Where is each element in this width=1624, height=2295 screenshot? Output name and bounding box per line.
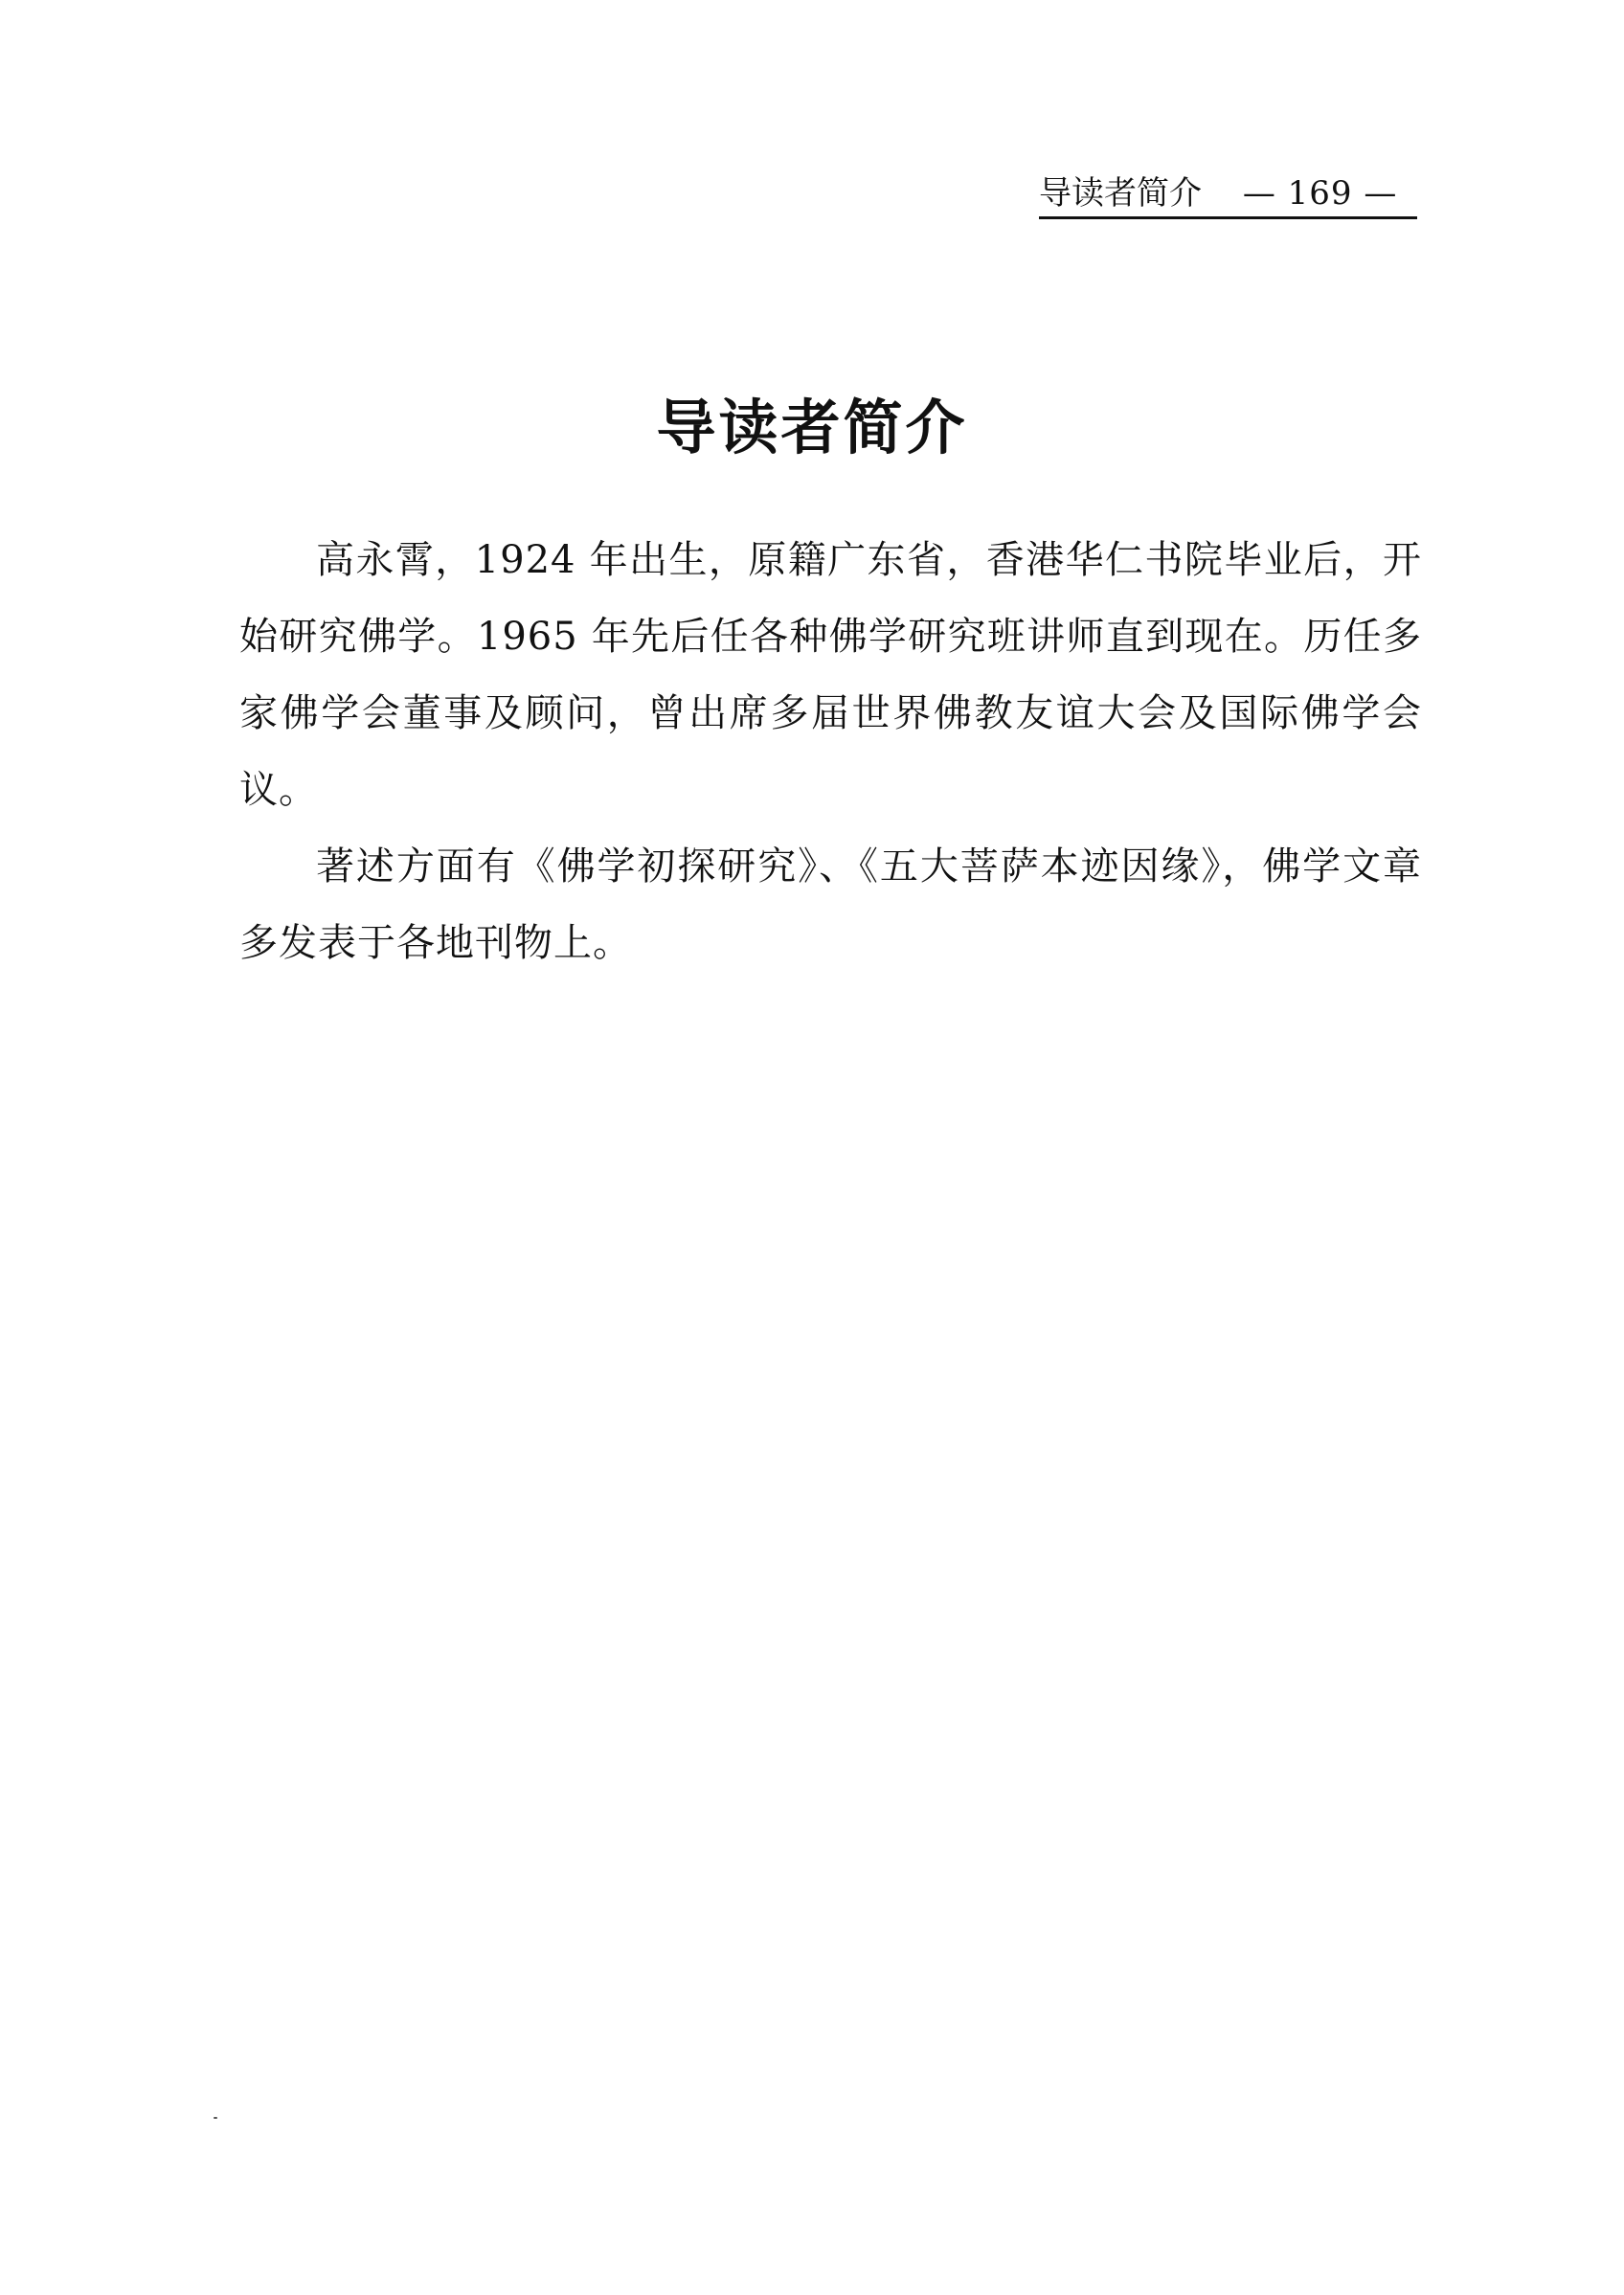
publications-paragraph: 著述方面有《佛学初探研究》、《五大菩萨本迹因缘》，佛学文章多发表于各地刊物上。	[239, 844, 1422, 965]
running-header	[1039, 170, 1417, 219]
header-title: 导读者简介	[1039, 174, 1202, 213]
scan-speck	[214, 2117, 217, 2119]
chapter-title: 导读者简介	[656, 392, 968, 462]
page-number: — 169 —	[1242, 174, 1398, 213]
body-text	[239, 522, 1422, 981]
biography-paragraph: 高永霄，1924 年出生，原籍广东省，香港华仁书院毕业后，开始研究佛学。1965 年先后任各种佛学研究班讲师直到现在。历任多家佛学会董事及顾问，曾出席多届世界佛教友谊大会及国际佛学会议。	[239, 538, 1422, 812]
